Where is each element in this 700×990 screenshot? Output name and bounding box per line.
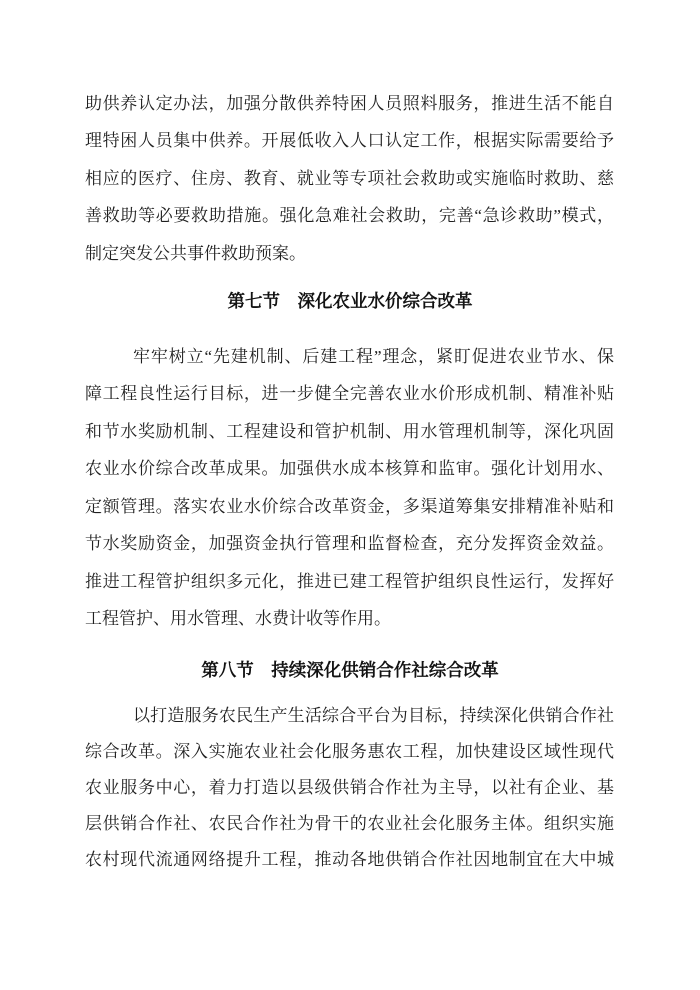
paragraph-social-assistance <box>85 85 614 273</box>
section-heading-7: 第七节 深化农业水价综合改革 <box>227 291 473 311</box>
text-line: 相应的医疗、住房、教育、就业等专项社会救助或实施临时救助、慈 <box>85 168 614 188</box>
text-line: 节水奖励资金，加强资金执行管理和监督检查，充分发挥资金效益。 <box>85 534 614 554</box>
text-line: 层供销合作社、农民合作社为骨干的农业社会化服务主体。组织实施 <box>85 813 614 833</box>
text-line: 牢牢树立“先建机制、后建工程”理念，紧盯促进农业节水、保 <box>133 346 614 366</box>
text-line: 推进工程管护组织多元化，推进已建工程管护组织良性运行，发挥好 <box>85 571 614 591</box>
text-line: 善救助等必要救助措施。强化急难社会救助，完善“急诊救助”模式， <box>85 206 614 226</box>
text-line: 以打造服务农民生产生活综合平台为目标，持续深化供销合作社 <box>133 705 614 725</box>
text-line: 农业水价综合改革成果。加强供水成本核算和监审。强化计划用水、 <box>85 459 614 479</box>
text-line: 定额管理。落实农业水价综合改革资金，多渠道筹集安排精准补贴和 <box>85 496 614 516</box>
text-line: 制定突发公共事件救助预案。 <box>85 243 306 263</box>
text-line: 和节水奖励机制、工程建设和管护机制、用水管理机制等，深化巩固 <box>85 421 614 441</box>
section-heading-8: 第八节 持续深化供销合作社综合改革 <box>201 660 499 680</box>
paragraph-water-price-reform <box>85 338 614 638</box>
text-line: 理特困人员集中供养。开展低收入人口认定工作，根据实际需要给予 <box>85 131 614 151</box>
paragraph-supply-marketing-coop-reform <box>85 698 614 878</box>
text-line: 农业服务中心，着力打造以县级供销合作社为主导，以社有企业、基 <box>85 777 614 797</box>
text-line: 助供养认定办法，加强分散供养特困人员照料服务，推进生活不能自 <box>85 93 614 113</box>
text-line: 农村现代流通网络提升工程，推动各地供销合作社因地制宜在大中城 <box>85 849 614 869</box>
text-line: 障工程良性运行目标，进一步健全完善农业水价形成机制、精准补贴 <box>85 384 614 404</box>
text-line: 综合改革。深入实施农业社会化服务惠农工程，加快建设区域性现代 <box>85 741 614 761</box>
text-line: 工程管护、用水管理、水费计收等作用。 <box>85 609 391 629</box>
